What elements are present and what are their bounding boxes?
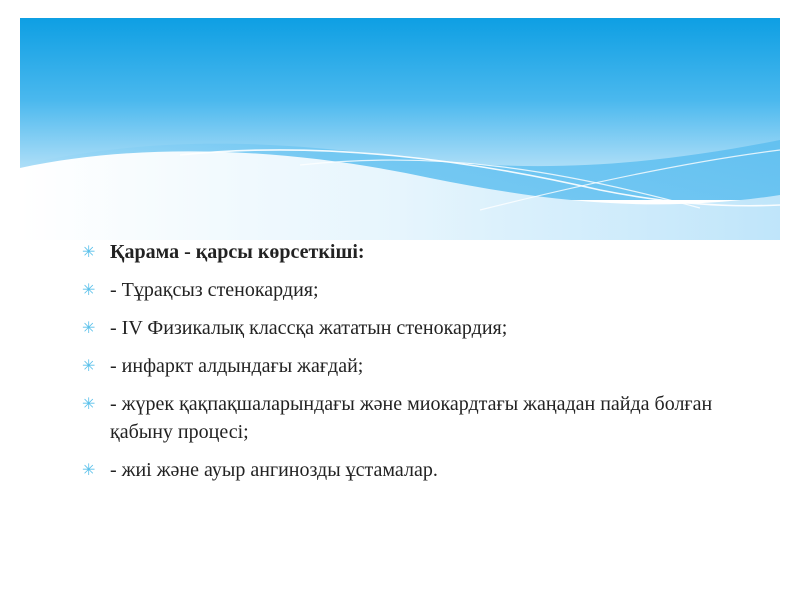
list-item-text: Қарама - қарсы көрсеткіші: [110,241,365,263]
list-item-text: - жүрек қақпақшаларындағы және миокардтағы жаңадан пайда болған қабыну процесі; [110,393,713,443]
list-item [80,390,720,446]
asterisk-bullet-icon: ✳ [82,280,96,299]
list-item [80,276,720,304]
bullet-list [80,238,720,494]
list-item [80,238,720,266]
list-item [80,456,720,484]
sky-wave-banner [0,0,800,240]
asterisk-bullet-icon: ✳ [82,394,96,413]
list-item-text: - IV Физикалық класcқа жататын стенокардия; [110,317,508,339]
list-item [80,314,720,342]
list-item-text: - жиі және ауыр ангинозды ұстамалар. [110,459,438,481]
asterisk-bullet-icon: ✳ [82,318,96,337]
asterisk-bullet-icon: ✳ [82,460,96,479]
list-item-text: - инфаркт алдындағы жағдай; [110,355,364,377]
list-item-text: - Тұрақсыз стенокардия; [110,279,319,301]
list-item [80,352,720,380]
asterisk-bullet-icon: ✳ [82,242,96,261]
asterisk-bullet-icon: ✳ [82,356,96,375]
